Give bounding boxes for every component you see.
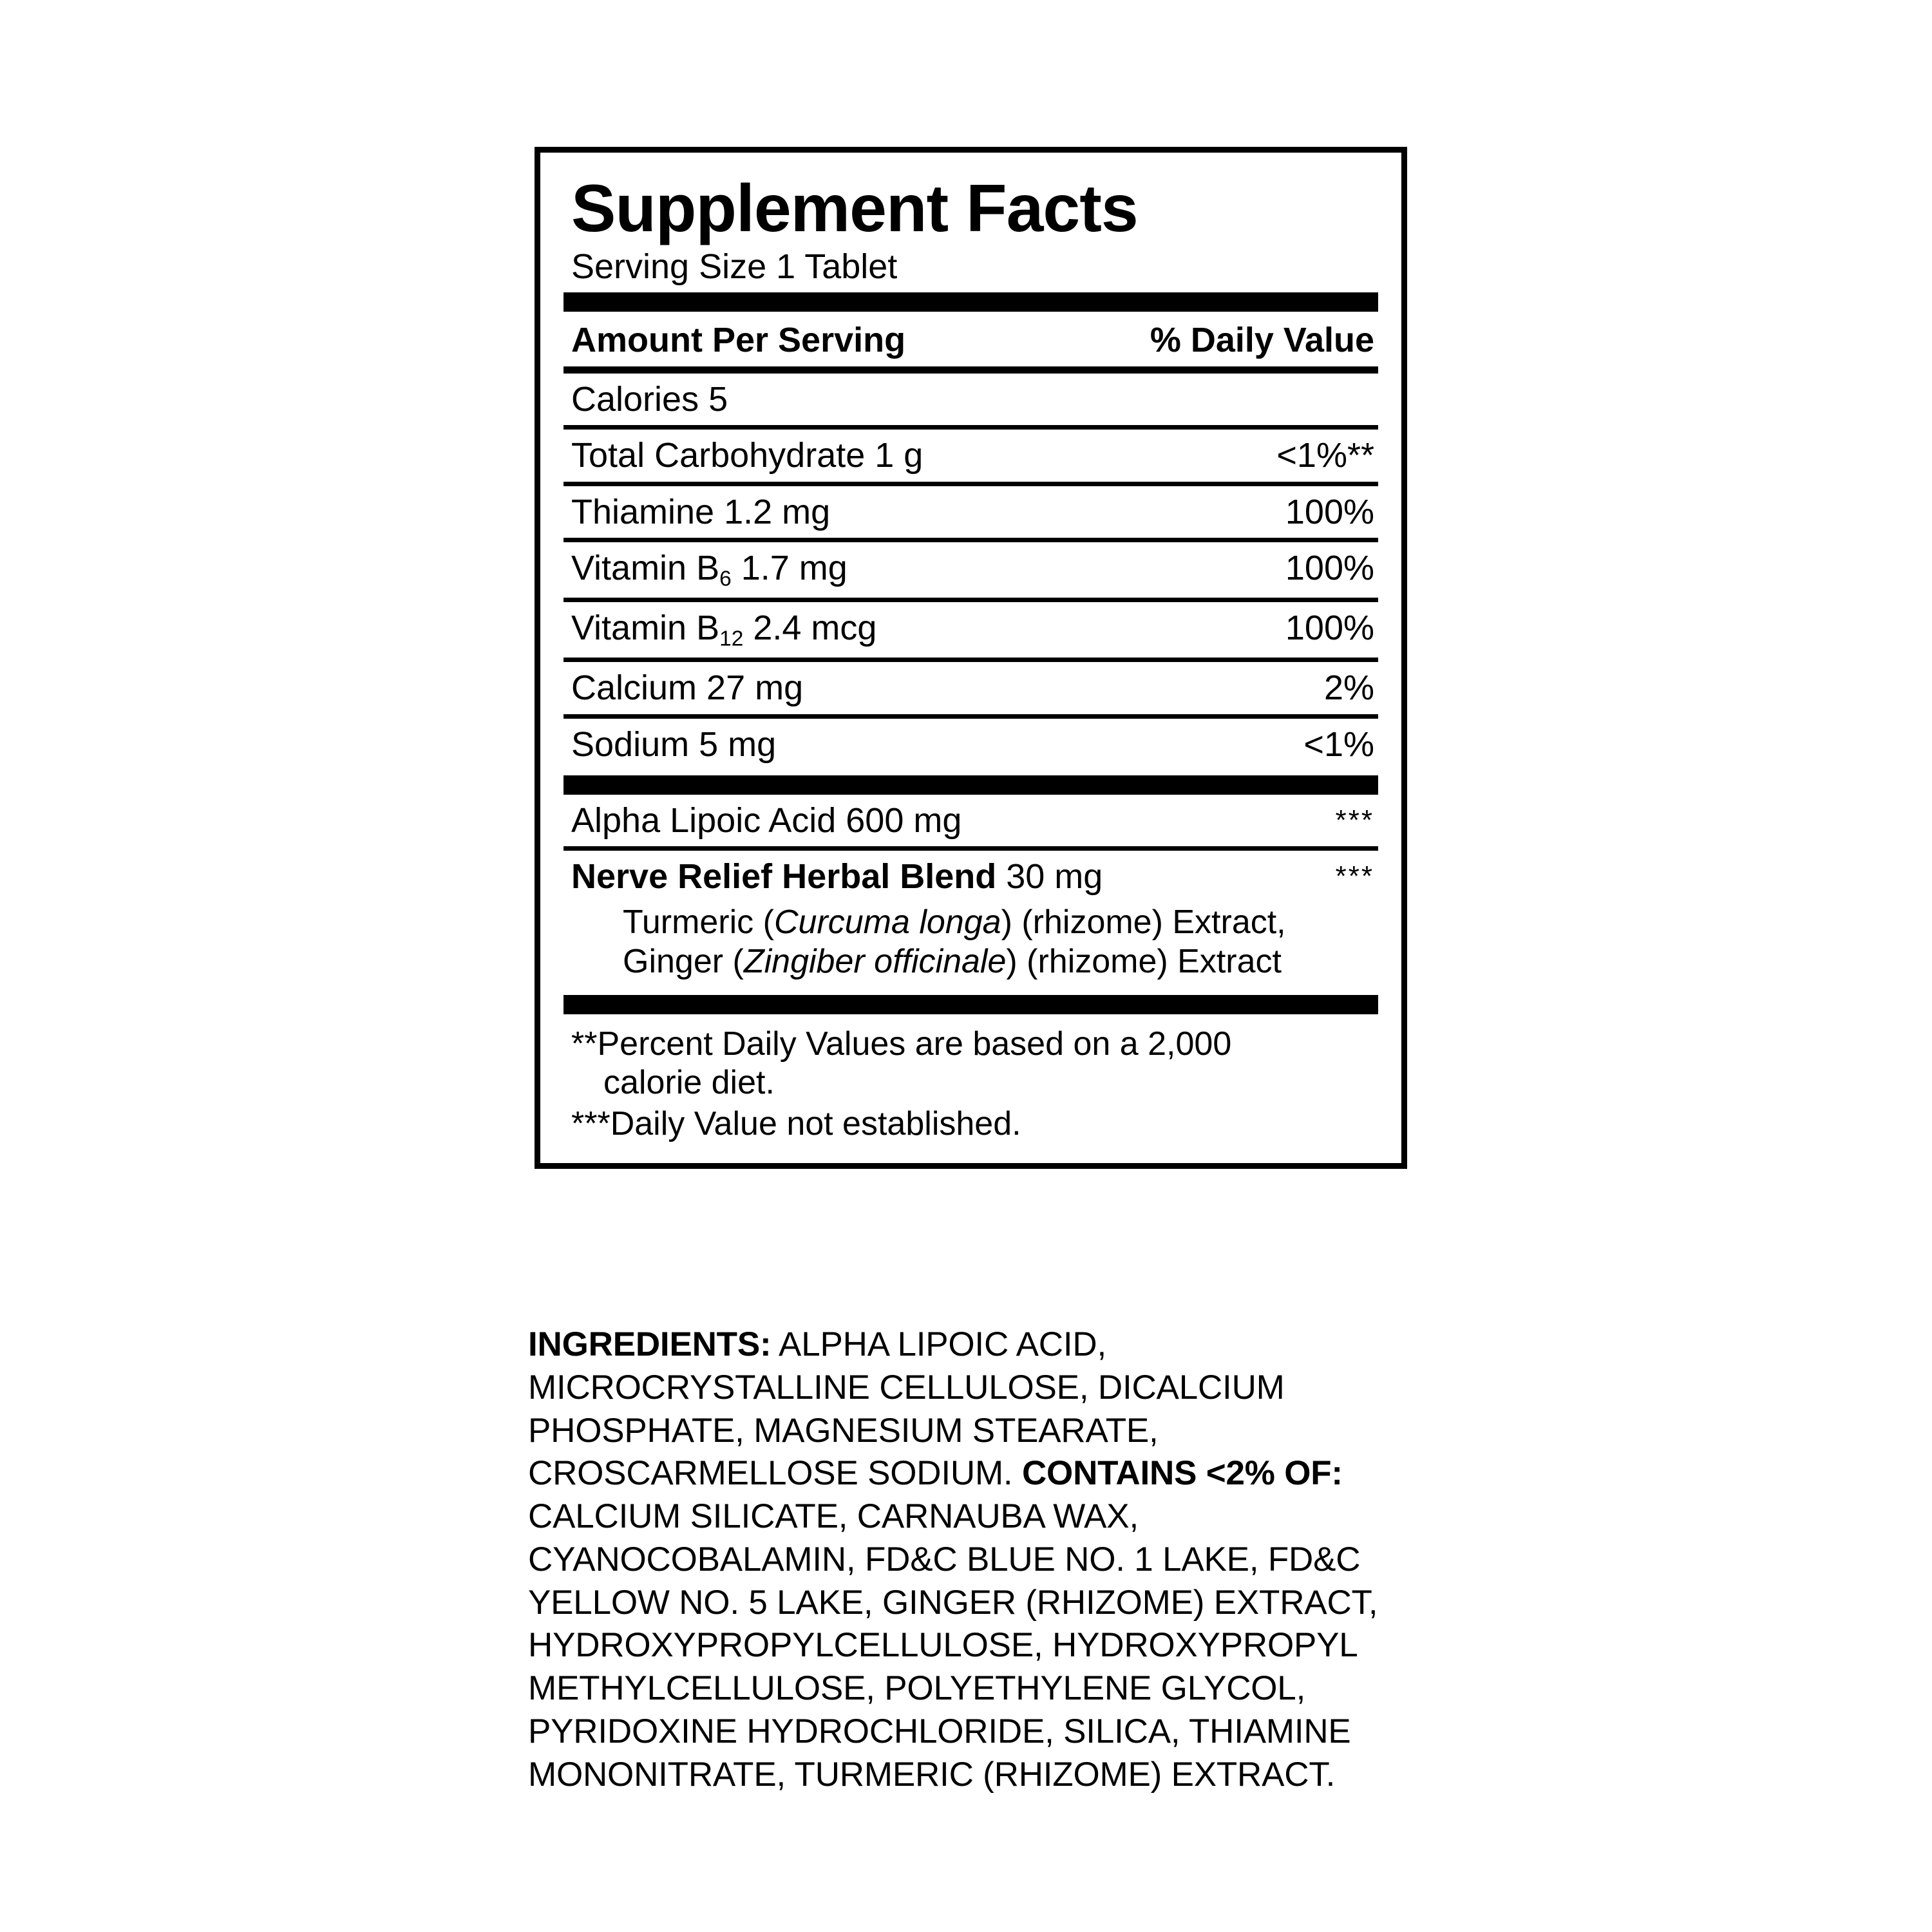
divider-thick-middle <box>564 775 1378 795</box>
nutrient-row-vitamin-b6 <box>564 542 1378 598</box>
ginger-prefix: Ginger ( <box>623 943 744 981</box>
nutrient-dv: 2% <box>1323 668 1374 708</box>
nutrient-row-alpha-lipoic-acid <box>564 795 1378 846</box>
nutrient-row-vitamin-b12 <box>564 602 1378 658</box>
nutrient-amount: 2.4 mcg <box>743 609 877 648</box>
nutrient-label: Total Carbohydrate 1 g <box>571 436 923 475</box>
blend-ingredient-list <box>564 903 1378 990</box>
nutrient-amount: 1.7 mg <box>731 549 848 588</box>
serving-size-text: Serving Size 1 Tablet <box>571 247 898 287</box>
column-headers-row <box>564 312 1378 366</box>
nutrient-name-subscript: 12 <box>719 627 744 651</box>
nutrient-dv: 100% <box>1285 609 1374 648</box>
nutrient-label: Sodium 5 mg <box>571 724 777 764</box>
blend-ingredient-ginger <box>623 942 1378 981</box>
nutrient-label: Thiamine 1.2 mg <box>571 492 831 531</box>
daily-value-header: % Daily Value <box>1150 321 1374 360</box>
nutrient-label: Calories 5 <box>571 379 728 419</box>
nutrient-name-subscript: 6 <box>719 567 732 591</box>
divider-thin <box>564 538 1378 542</box>
ginger-suffix: ) (rhizome) Extract <box>1006 943 1282 981</box>
turmeric-suffix: ) (rhizome) Extract, <box>1001 903 1286 941</box>
ginger-latin-name: Zingiber officinale <box>743 943 1007 981</box>
footnote-daily-value-basis <box>571 1025 1378 1103</box>
ingredients-label: INGREDIENTS: <box>528 1325 772 1363</box>
divider-thin <box>564 714 1378 719</box>
footnotes <box>564 1014 1378 1144</box>
divider-thin <box>564 658 1378 662</box>
divider-thick-bottom <box>564 995 1378 1014</box>
nutrient-row-nerve-relief-herbal-blend <box>564 851 1378 902</box>
blend-ingredient-turmeric <box>623 903 1378 942</box>
blend-name: Nerve Relief Herbal Blend <box>571 857 997 896</box>
nutrient-dv: <1%** <box>1276 436 1374 475</box>
divider-thin <box>564 846 1378 851</box>
footnote-line-2: calorie diet. <box>603 1063 775 1101</box>
nutrient-name-base: Vitamin B <box>571 549 720 588</box>
ingredients-main-list: ALPHA LIPOIC ACID, MICROCRYSTALLINE CELLULOSE, DICALCIUM PHOSPHATE, MAGNESIUM STEARATE, CROSCARMELLOSE SODIUM. <box>528 1325 1285 1493</box>
nutrient-label <box>571 549 848 591</box>
nutrient-dv: <1% <box>1303 724 1374 764</box>
footnote-line-1: **Percent Daily Values are based on a 2,000 <box>571 1025 1232 1063</box>
nutrient-row-calcium <box>564 662 1378 714</box>
nutrient-row-total-carbohydrate <box>564 430 1378 481</box>
divider-thick-top <box>564 292 1378 312</box>
blend-amount: 30 mg <box>996 857 1103 896</box>
amount-per-serving-header: Amount Per Serving <box>571 321 906 360</box>
nutrient-dv: 100% <box>1285 549 1374 588</box>
turmeric-latin-name: Curcuma longa <box>773 903 1001 941</box>
footnote-not-established: ***Daily Value not established. <box>571 1105 1021 1143</box>
nutrient-label <box>571 857 1103 896</box>
nutrient-dv: 100% <box>1285 492 1374 531</box>
nutrient-dv: *** <box>1335 804 1374 836</box>
panel-title: Supplement Facts <box>571 171 1138 246</box>
divider-thin <box>564 598 1378 602</box>
nutrient-label: Alpha Lipoic Acid 600 mg <box>571 801 962 840</box>
supplement-facts-panel <box>535 147 1407 1169</box>
divider-under-headers <box>564 366 1378 374</box>
nutrient-name-base: Vitamin B <box>571 609 720 648</box>
divider-thin <box>564 425 1378 430</box>
nutrient-row-calories <box>564 374 1378 425</box>
nutrient-dv: *** <box>1335 860 1374 893</box>
turmeric-prefix: Turmeric ( <box>623 903 774 941</box>
ingredients-contains-label: CONTAINS <2% OF: <box>1021 1454 1343 1493</box>
ingredients-minor-list: CALCIUM SILICATE, CARNAUBA WAX, CYANOCOBALAMIN, FD&C BLUE NO. 1 LAKE, FD&C YELLOW NO. 5 LAKE, GINGER (RHIZOME) EXTRACT, HYDROXYPROPYLCELLULOSE, HYDROXYPROPYL METHYLCELLULOSE, POLYETHYLENE GLYCOL, PYRIDOXINE HYDROCHLORIDE, SILICA, THIAMINE MONONITRATE, TURMERIC (RHIZOME) EXTRACT. <box>528 1497 1378 1794</box>
nutrient-label: Calcium 27 mg <box>571 668 804 708</box>
divider-thin <box>564 482 1378 486</box>
ingredients-block <box>528 1323 1394 1796</box>
nutrient-row-thiamine <box>564 486 1378 538</box>
nutrient-row-sodium <box>564 719 1378 770</box>
nutrient-label <box>571 609 876 651</box>
